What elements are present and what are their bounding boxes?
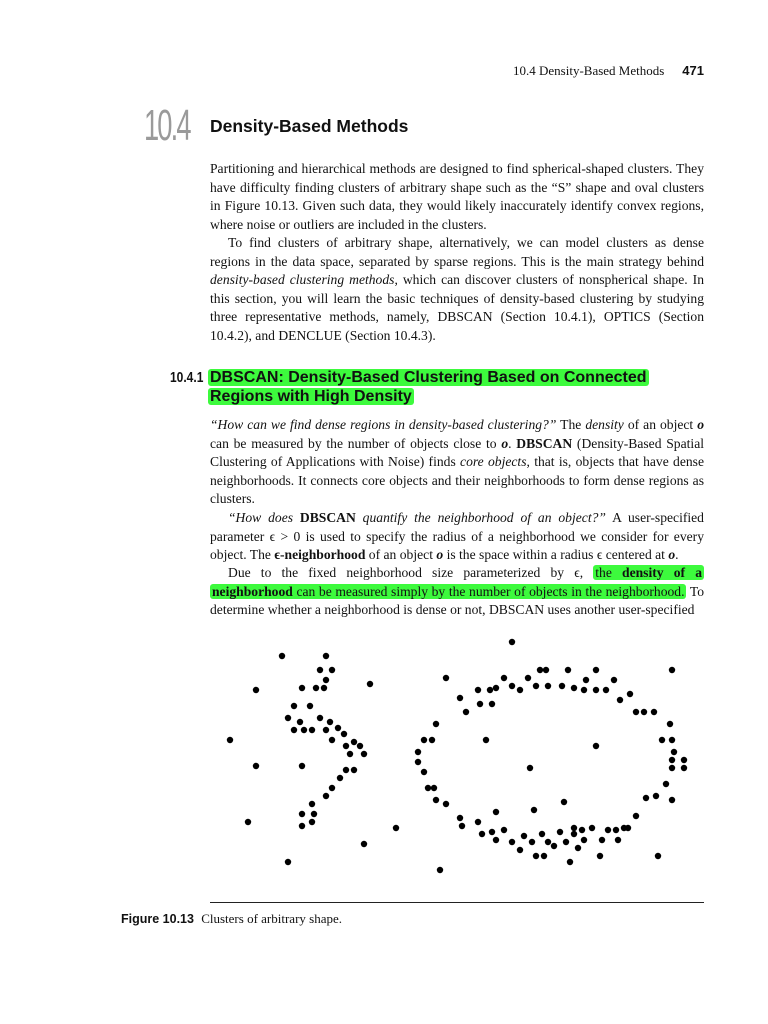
data-point xyxy=(245,819,251,825)
data-point xyxy=(253,763,259,769)
data-point xyxy=(343,767,349,773)
data-point xyxy=(475,819,481,825)
scatter-figure xyxy=(210,630,704,880)
data-point xyxy=(581,687,587,693)
data-point xyxy=(517,847,523,853)
data-point xyxy=(361,841,367,847)
data-point xyxy=(669,797,675,803)
data-point xyxy=(589,825,595,831)
data-point xyxy=(663,781,669,787)
data-point xyxy=(659,737,665,743)
data-point xyxy=(463,709,469,715)
data-point xyxy=(307,703,313,709)
data-point xyxy=(367,681,373,687)
data-point xyxy=(415,759,421,765)
data-point xyxy=(533,853,539,859)
bold-term: density of a neighborhood xyxy=(212,565,702,599)
data-point xyxy=(613,827,619,833)
object-symbol: o xyxy=(436,547,444,563)
text-run: the xyxy=(595,565,623,580)
data-point xyxy=(669,757,675,763)
text-run: , that is, objects that have dense neighborhoods. It connects core objects and their neighborhoods to form dense regions as clusters. xyxy=(210,454,705,507)
data-point xyxy=(565,667,571,673)
running-head-section: 10.4 Density-Based Methods xyxy=(513,63,665,78)
paragraph-dbscan-intro xyxy=(210,416,704,509)
figure-caption xyxy=(121,911,342,927)
text-run: The xyxy=(556,417,586,432)
bold-term: DBSCAN xyxy=(516,435,573,451)
data-point xyxy=(509,839,515,845)
data-point xyxy=(297,719,303,725)
data-point xyxy=(527,765,533,771)
data-point xyxy=(545,683,551,689)
data-point xyxy=(597,853,603,859)
data-point xyxy=(361,751,367,757)
data-point xyxy=(551,843,557,849)
data-point xyxy=(323,727,329,733)
text-run: . xyxy=(508,435,517,451)
text-run: To determine whether a neighborhood is dense or not, DBSCAN uses another user-specified xyxy=(210,583,704,618)
data-point xyxy=(329,785,335,791)
object-symbol: o xyxy=(668,547,676,563)
data-point xyxy=(421,769,427,775)
data-point xyxy=(501,675,507,681)
data-point xyxy=(557,829,563,835)
data-point xyxy=(323,653,329,659)
data-point xyxy=(559,683,565,689)
data-point xyxy=(571,825,577,831)
data-point xyxy=(653,793,659,799)
data-point xyxy=(343,743,349,749)
data-point xyxy=(583,677,589,683)
data-point xyxy=(641,709,647,715)
data-point xyxy=(617,697,623,703)
text-run: Due to the fixed neighborhood size parameterized by ϵ, xyxy=(228,565,594,580)
data-point xyxy=(655,853,661,859)
data-point xyxy=(429,737,435,743)
data-point xyxy=(521,833,527,839)
data-point xyxy=(457,695,463,701)
data-point xyxy=(479,831,485,837)
question-text: “How can we find dense regions in density-based clustering?” xyxy=(210,417,557,432)
data-point xyxy=(459,823,465,829)
data-point xyxy=(605,827,611,833)
paragraph-density-measure xyxy=(210,564,704,620)
data-point xyxy=(627,691,633,697)
question-text: “How does xyxy=(228,510,300,525)
data-point xyxy=(301,727,307,733)
data-point xyxy=(493,685,499,691)
data-point xyxy=(341,731,347,737)
data-point xyxy=(633,709,639,715)
data-point xyxy=(593,743,599,749)
data-point xyxy=(309,819,315,825)
data-point xyxy=(563,839,569,845)
text-run: can be measured by the number of objects close to xyxy=(210,435,502,451)
data-point xyxy=(529,839,535,845)
data-point xyxy=(543,667,549,673)
data-point xyxy=(227,737,233,743)
data-point xyxy=(615,837,621,843)
data-point xyxy=(579,827,585,833)
data-point xyxy=(509,639,515,645)
data-point xyxy=(285,859,291,865)
data-point xyxy=(351,739,357,745)
data-point xyxy=(599,837,605,843)
data-point xyxy=(611,677,617,683)
data-point xyxy=(299,823,305,829)
text-run: A user-specified parameter ϵ > 0 is used to specify the radius of a neighborhood we consider for every object. The xyxy=(210,510,704,563)
text-run: To find clusters of arbitrary shape, alternatively, we can model clusters as dense regions in the data space, separated by sparse regions. This is the main strategy behind xyxy=(210,235,704,269)
text-run: . xyxy=(675,547,679,563)
data-point xyxy=(525,675,531,681)
data-point xyxy=(575,845,581,851)
data-point xyxy=(357,743,363,749)
paragraph-density-strategy xyxy=(210,234,704,346)
data-point xyxy=(681,765,687,771)
data-point xyxy=(309,801,315,807)
data-point xyxy=(643,795,649,801)
text-run: (Density-Based Spatial Clustering of Applications with Noise) finds xyxy=(210,435,705,470)
data-point xyxy=(571,831,577,837)
data-point xyxy=(313,685,319,691)
text-run: of an object xyxy=(623,417,698,432)
paragraph-dbscan-neighborhood xyxy=(210,509,704,565)
data-point xyxy=(433,721,439,727)
highlighted-subsection-title: DBSCAN: Density-Based Clustering Based on Connected Regions with High Density xyxy=(210,369,647,405)
data-point xyxy=(443,801,449,807)
data-point xyxy=(291,703,297,709)
data-point xyxy=(603,687,609,693)
data-point xyxy=(323,793,329,799)
data-point xyxy=(633,813,639,819)
data-point xyxy=(545,839,551,845)
data-point xyxy=(299,763,305,769)
figure-caption-text: Clusters of arbitrary shape. xyxy=(201,911,342,926)
data-point xyxy=(593,667,599,673)
data-point xyxy=(669,667,675,673)
data-point xyxy=(483,737,489,743)
data-point xyxy=(567,859,573,865)
bold-term: ϵ-neighborhood xyxy=(274,547,366,563)
data-point xyxy=(493,809,499,815)
data-point xyxy=(415,749,421,755)
data-point xyxy=(299,685,305,691)
data-point xyxy=(425,785,431,791)
data-point xyxy=(329,737,335,743)
data-point xyxy=(393,825,399,831)
data-point xyxy=(669,765,675,771)
subsection-number: 10.4.1 xyxy=(170,369,204,386)
data-point xyxy=(501,827,507,833)
emphasis-term: density-based clustering methods xyxy=(210,272,395,288)
data-point xyxy=(539,831,545,837)
text-run: , which can discover clusters of nonspherical shape. In this section, you will learn the basic techniques of density-based clustering by studying three representative methods, namely, DBSCAN (Section 10.4.1), OPTICS (Section 10.4.2), and DENCLUE (Section 10.4.3). xyxy=(210,272,704,343)
data-point xyxy=(531,807,537,813)
figure-label: Figure 10.13 xyxy=(121,912,194,926)
text-run: is the space within a radius ϵ centered at xyxy=(443,547,669,563)
data-point xyxy=(671,749,677,755)
text-run: of an object xyxy=(365,547,437,563)
data-point xyxy=(347,751,353,757)
emphasis-term: core objects xyxy=(460,454,527,470)
data-point xyxy=(621,825,627,831)
data-point xyxy=(317,715,323,721)
data-point xyxy=(477,701,483,707)
figure-rule xyxy=(210,902,704,903)
data-point xyxy=(253,687,259,693)
object-symbol: o xyxy=(697,417,705,432)
data-point xyxy=(533,683,539,689)
data-point xyxy=(537,667,543,673)
data-point xyxy=(681,757,687,763)
data-point xyxy=(309,727,315,733)
data-point xyxy=(443,675,449,681)
data-point xyxy=(321,685,327,691)
section-title: Density-Based Methods xyxy=(210,116,409,136)
subsection-title xyxy=(208,368,678,406)
data-point xyxy=(433,797,439,803)
data-point xyxy=(431,785,437,791)
emphasis-term: density xyxy=(585,417,624,432)
data-point xyxy=(457,815,463,821)
data-point xyxy=(327,719,333,725)
data-point xyxy=(561,799,567,805)
data-point xyxy=(311,811,317,817)
running-head xyxy=(513,63,704,79)
page-number: 471 xyxy=(682,63,704,78)
data-point xyxy=(667,721,673,727)
bold-term: DBSCAN xyxy=(299,510,356,525)
data-point xyxy=(323,677,329,683)
data-point xyxy=(487,687,493,693)
data-point xyxy=(493,837,499,843)
data-point xyxy=(337,775,343,781)
data-point xyxy=(593,687,599,693)
data-point xyxy=(351,767,357,773)
section-number: 10.4 xyxy=(144,101,190,150)
data-point xyxy=(581,837,587,843)
data-point xyxy=(651,709,657,715)
data-point xyxy=(541,853,547,859)
data-point xyxy=(285,715,291,721)
data-point xyxy=(669,737,675,743)
data-point xyxy=(279,653,285,659)
data-point xyxy=(475,687,481,693)
data-point xyxy=(299,811,305,817)
data-point xyxy=(489,701,495,707)
paragraph-intro: Partitioning and hierarchical methods are designed to find spherical-shaped clusters. They have difficulty finding clusters of arbitrary shape such as the “S” shape and oval clusters in Figure 10.13. Given such data, they would likely inaccurately identify convex regions, where noise or outliers are included in the clusters. xyxy=(210,161,704,232)
data-point xyxy=(291,727,297,733)
object-symbol: o xyxy=(501,435,509,451)
data-point xyxy=(437,867,443,873)
question-text: quantify the neighborhood of an object?” xyxy=(355,510,606,525)
data-point xyxy=(335,725,341,731)
data-point xyxy=(509,683,515,689)
data-point xyxy=(317,667,323,673)
data-point xyxy=(517,687,523,693)
data-point xyxy=(489,829,495,835)
data-point xyxy=(329,667,335,673)
text-run: can be measured simply by the number of objects in the neighborhood. xyxy=(292,583,685,599)
data-point xyxy=(421,737,427,743)
data-point xyxy=(571,685,577,691)
